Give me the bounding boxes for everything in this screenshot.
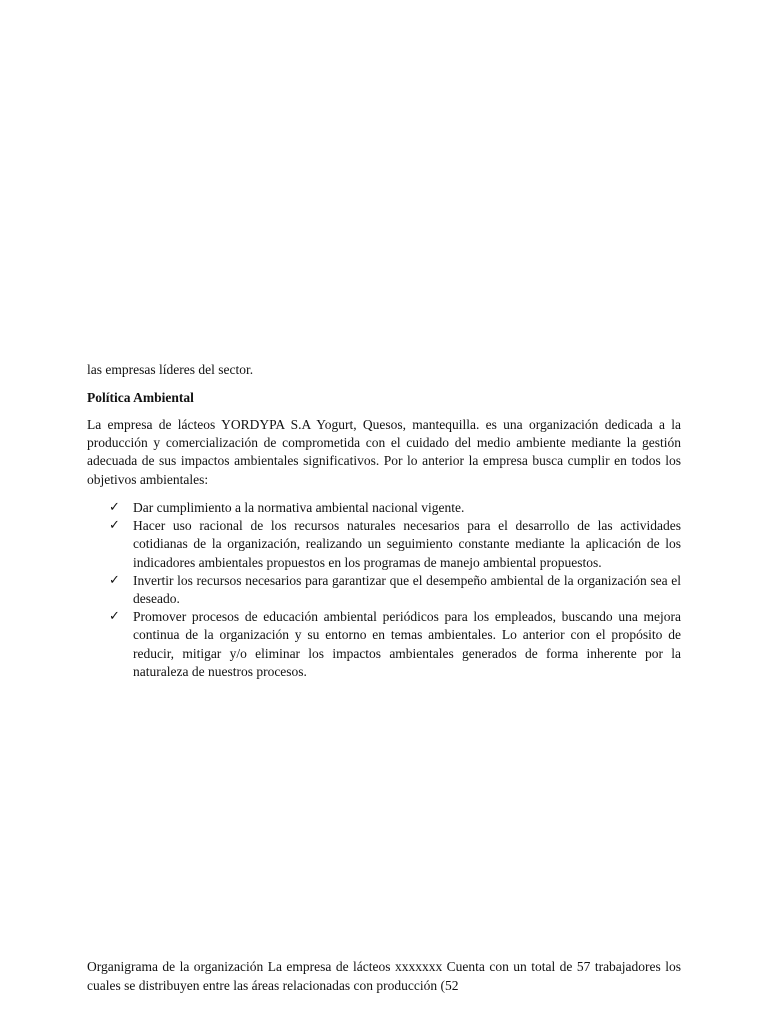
footer-paragraph: Organigrama de la organización La empresa de lácteos xxxxxxx Cuenta con un total de 57 trabajadores los cuales se distribuyen entre las áreas relacionadas con producción (52	[87, 959, 681, 993]
checkmark-icon: ✓	[109, 609, 120, 625]
list-item	[87, 499, 681, 517]
list-item-text: Dar cumplimiento a la normativa ambiental nacional vigente.	[133, 500, 465, 515]
list-item	[87, 517, 681, 572]
list-item	[87, 608, 681, 681]
objectives-list	[87, 499, 681, 681]
checkmark-icon: ✓	[109, 518, 120, 534]
section-heading: Política Ambiental	[87, 390, 194, 405]
list-item-text: Invertir los recursos necesarios para garantizar que el desempeño ambiental de la organización sea el deseado.	[133, 572, 681, 607]
checkmark-icon: ✓	[109, 500, 120, 515]
checkmark-icon: ✓	[109, 572, 120, 588]
continuation-text: las empresas líderes del sector.	[87, 362, 254, 377]
intro-paragraph: La empresa de lácteos YORDYPA S.A Yogurt, Quesos, mantequilla. es una organización dedicada a la producción y comercialización de comprometida con el cuidado del medio ambiente mediante la gestión adecuada de sus impactos ambientales significativos. Por lo anterior la empresa busca cumplir en todos los objetivos ambientales:	[87, 417, 681, 487]
list-item-text: Promover procesos de educación ambiental periódicos para los empleados, buscando una mejora continua de la organización y su entorno en temas ambientales. Lo anterior con el propósito de reducir, mitigar y/o eliminar los impactos ambientales generados de forma inherente por la naturaleza de nuestros procesos.	[133, 609, 681, 679]
list-item-text: Hacer uso racional de los recursos naturales necesarios para el desarrollo de las actividades cotidianas de la organización, realizando un seguimiento constante mediante la aplicación de los indicadores ambientales propuestos en los programas de manejo ambiental propuestos.	[133, 518, 681, 570]
list-item	[87, 572, 681, 608]
